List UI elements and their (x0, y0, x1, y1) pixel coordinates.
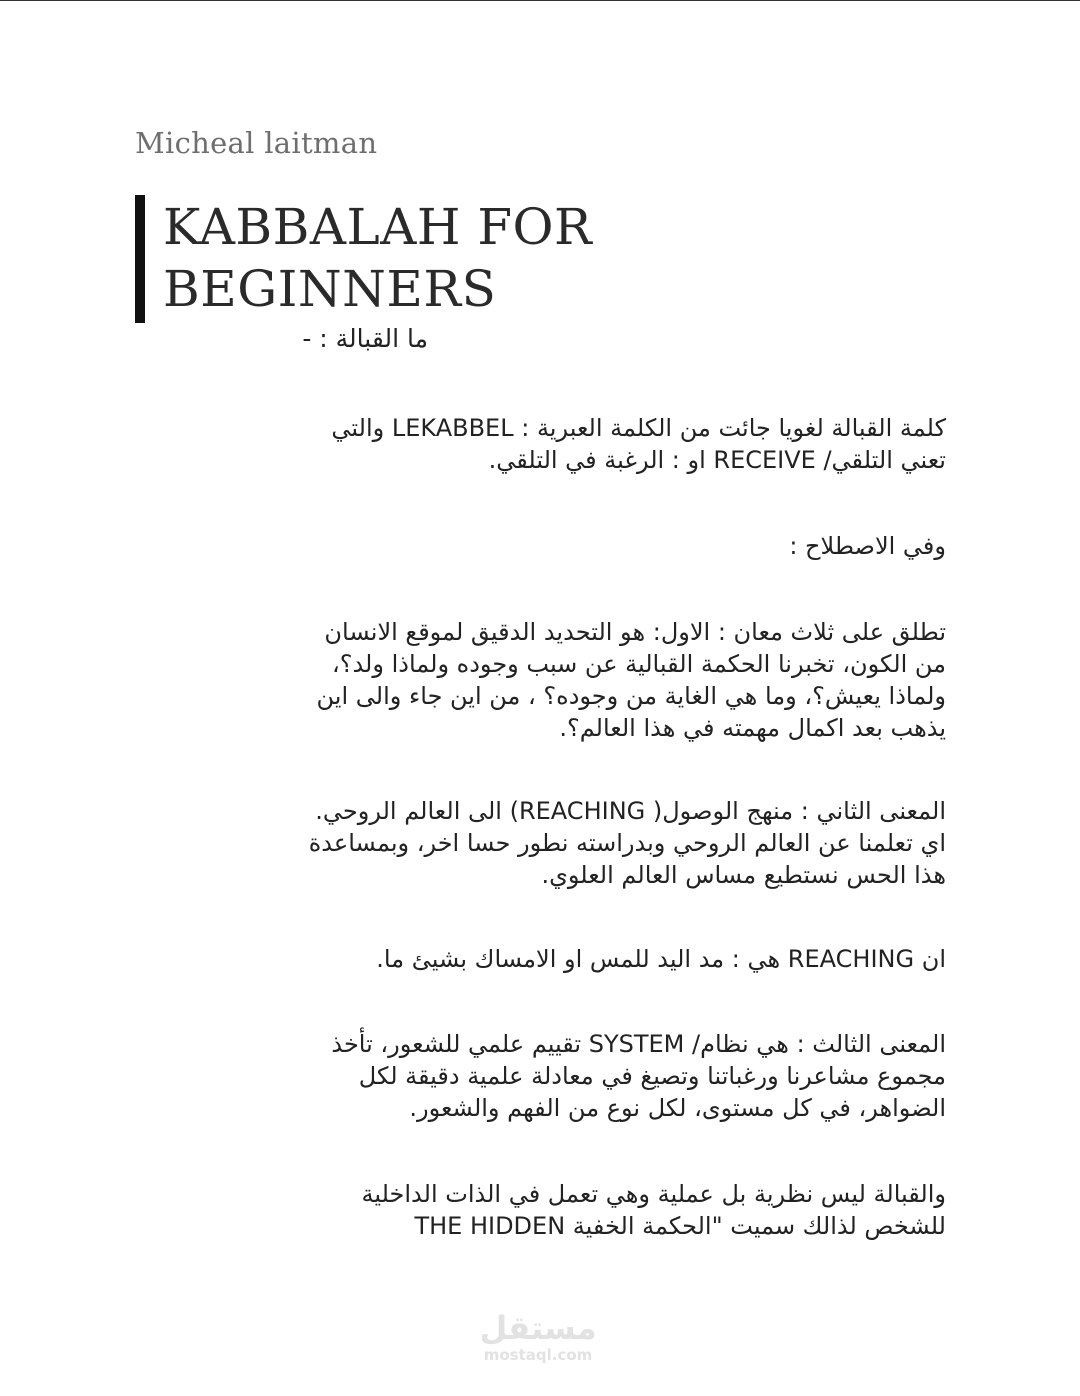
paragraph-second-meaning (160, 795, 946, 891)
paragraph-line: من الكون، تخبرنا الحكمة القبالية عن سبب وجوده ولماذا ولد؟، (331, 650, 946, 678)
title-accent-bar (135, 195, 145, 323)
paragraph-line: هذا الحس نستطيع مساس العالم العلوي. (541, 861, 946, 889)
paragraph-line: تعني التلقي/ RECEIVE او : الرغبة في التلقي. (488, 446, 946, 474)
paragraph-line: ان REACHING هي : مد اليد للمس او الامساك بشيئ ما. (376, 945, 946, 973)
paragraph-line: الضواهر، في كل مستوى، لكل نوع من الفهم والشعور. (409, 1094, 946, 1122)
paragraph-terminology-heading (160, 530, 946, 562)
watermark-domain: mostaql.com (483, 1346, 593, 1364)
paragraph-linguistic-meaning (160, 412, 946, 476)
paragraph-reaching-definition (160, 943, 946, 975)
top-border-line (0, 0, 1080, 1)
paragraph-line: تطلق على ثلاث معان : الاول: هو التحديد الدقيق لموقع الانسان (324, 618, 946, 646)
paragraph-line: مجموع مشاعرنا ورغباتنا وتصيغ في معادلة علمية دقيقة لكل (358, 1062, 946, 1090)
mostaql-watermark (468, 1310, 608, 1364)
paragraph-line: المعنى الثالث : هي نظام/ SYSTEM تقييم علمي للشعور، تأخذ (331, 1030, 946, 1058)
paragraph-line: والقبالة ليس نظرية بل عملية وهي تعمل في الذات الداخلية (361, 1180, 946, 1208)
paragraph-third-meaning (160, 1028, 946, 1124)
watermark-brand: مستقل (479, 1309, 597, 1347)
section-heading: ما القبالة : - (302, 324, 428, 353)
document-title (163, 196, 863, 320)
paragraph-line: المعنى الثاني : منهج الوصول( REACHING) الى العالم الروحي. (315, 797, 946, 825)
paragraph-line: اي تعلمنا عن العالم الروحي وبدراسته نطور حسا اخر، وبمساعدة (308, 829, 946, 857)
paragraph-hidden-wisdom (160, 1178, 946, 1242)
title-line: KABBALAH FOR (163, 198, 593, 256)
author-name: Micheal laitman (135, 126, 378, 160)
paragraph-line: وفي الاصطلاح : (789, 532, 946, 560)
paragraph-line: ولماذا يعيش؟، وما هي الغاية من وجوده؟ ، من اين جاء والى اين (316, 682, 946, 710)
paragraph-line: كلمة القبالة لغويا جائت من الكلمة العبرية : LEKABBEL والتي (331, 414, 946, 442)
title-line: BEGINNERS (163, 260, 497, 318)
paragraph-first-meaning (160, 616, 946, 744)
paragraph-line: يذهب بعد اكمال مهمته في هذا العالم؟. (559, 714, 946, 742)
paragraph-line: للشخص لذالك سميت "الحكمة الخفية THE HIDDEN (414, 1212, 946, 1240)
